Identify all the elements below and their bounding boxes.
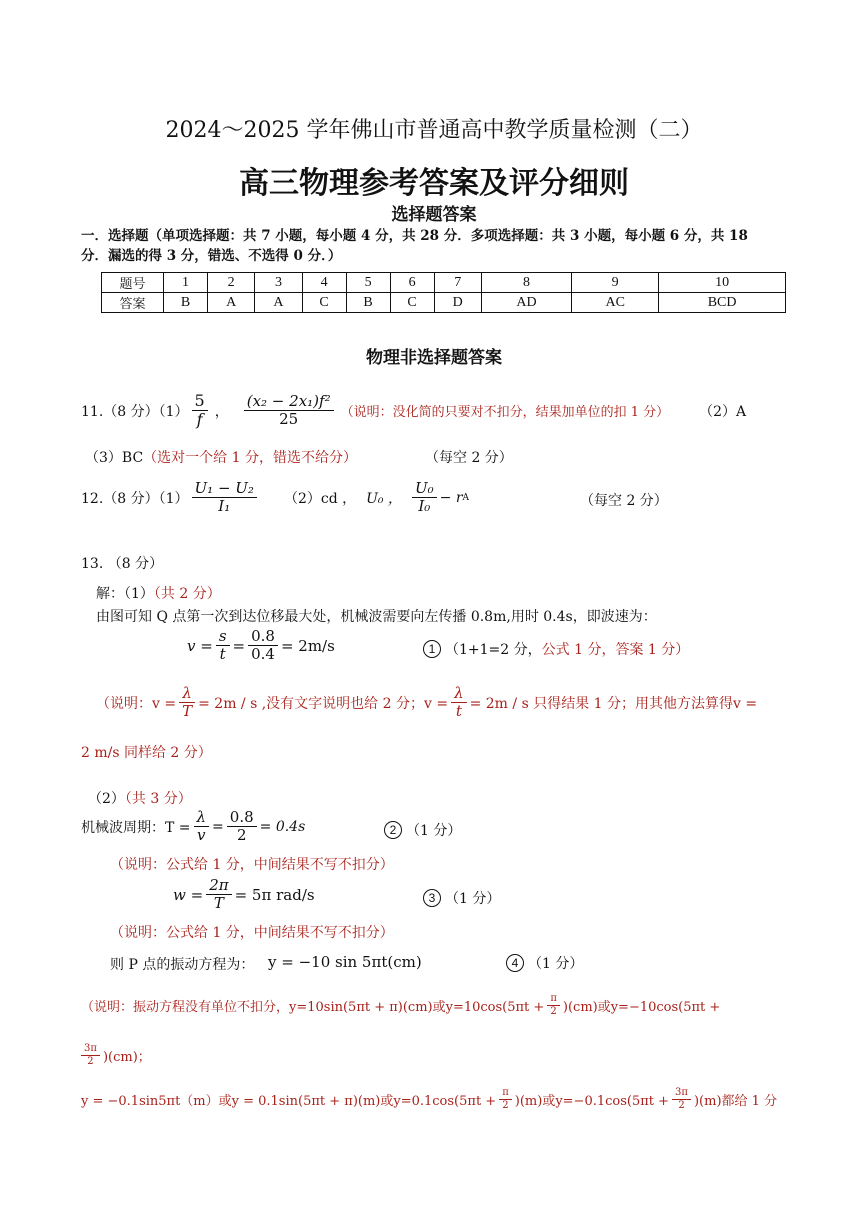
note5-part-a: y = −0.1sin5πt（m）或y = 0.1sin(5πt + π)(m)或y=0.1cos(5πt + [81,1093,497,1109]
q13-sol-label: 解：（1） [96,586,154,602]
q13-vib-label: 则 P 点的振动方程为： [110,957,255,973]
fraction-denominator: 2 [236,826,247,845]
q13-note4-cont [81,1043,151,1067]
omega-lhs: w = [173,885,204,904]
fraction-numerator: 3π [81,1043,100,1056]
q11-line2 [85,447,357,467]
q12-part2: （2）cd ， [283,490,357,507]
eq-equals: = [212,818,224,835]
period-result: = 0.4s [259,818,306,835]
q12-fraction-1 [192,480,257,516]
q11-fraction-1 [192,392,208,430]
period-label: 机械波周期：T = [81,819,191,836]
q13-note2: （说明：公式给 1 分，中间结果不写不扣分） [110,857,394,873]
eq1-fraction-2 [248,628,278,664]
mc-instructions-2: 分．漏选的得 3 分，错选、不选得 0 分．） [81,248,342,264]
fraction-denominator: f [196,410,203,430]
q13-note4 [81,993,720,1017]
note5-part-b: )(m)或y=−0.1cos(5πt + [514,1093,670,1109]
note4-part-c: )(cm)； [102,1049,151,1065]
table-cell: 8 [481,273,571,293]
table-cell: 3 [255,273,302,293]
fraction-denominator: I₀ [418,497,431,516]
table-cell: 1 [164,273,208,293]
note1-part-c: = 2m / s 只得结果 1 分；用其他方法算得v = [469,695,758,712]
fraction-denominator: t [219,645,226,664]
eq1-fraction-1 [216,628,230,664]
fraction-numerator: 0.8 [227,809,257,827]
fraction-numerator: U₀ [412,480,437,498]
part2-label: （2） [88,791,125,807]
note4-fraction-2 [81,1043,100,1067]
circled-number-2-icon: 2 [384,821,402,839]
page-title: 高三物理参考答案及评分细则 [239,166,629,201]
part2-pts: （共 3 分） [124,791,192,807]
fraction-denominator: 2 [550,1005,557,1017]
fraction-numerator: 2π [206,877,231,895]
note1-part-b: = 2m / s ,没有文字说明也给 2 分；v = [198,695,449,712]
answer-table [101,272,786,313]
mark2-points: （1 分） [406,823,462,839]
omega-fraction [206,877,231,913]
fraction-denominator: I₁ [218,497,231,516]
table-cell: B [346,293,390,313]
eq-equals: = [232,636,246,655]
fraction-numerator: π [547,993,560,1006]
note4-part-b: )(cm)或y=−10cos(5πt + [562,999,721,1015]
table-cell: 2 [207,273,254,293]
q13-sol-pts: （共 2 分） [153,586,221,602]
q13-mark4 [506,953,583,973]
fraction-numerator: π [499,1087,512,1100]
fraction-denominator: 0.4 [251,645,275,664]
fraction-denominator: T [213,894,224,913]
q12-label: 12.（8 分）（1） [81,490,189,507]
q13-note1-cont: 2 m/s 同样给 2 分） [81,745,212,761]
table-cell: C [390,293,434,313]
table-cell: AC [572,293,659,313]
q11-part3: （3）BC [85,450,144,466]
table-cell: C [302,293,346,313]
table-cell: 10 [659,273,786,293]
q13-sol [96,583,221,603]
table-cell: 7 [434,273,481,293]
separator: ， [214,403,229,420]
table-cell: BCD [659,293,786,313]
q13-note1 [96,685,757,721]
mark3-points: （1 分） [445,891,501,907]
fraction-numerator: 5 [192,392,208,411]
q12-fraction-2 [412,480,437,516]
table-row-answers [102,293,786,313]
q13-part2 [88,788,192,808]
note4-part-a: （说明：振动方程没有单位不扣分，y=10sin(5πt + π)(cm)或y=10cos(5πt + [81,999,545,1015]
fraction-numerator: 0.8 [248,628,278,646]
q13-period [81,809,305,845]
mc-instructions-1: 一．选择题（单项选择题：共 7 小题，每小题 4 分，共 28 分．多项选择题：共 3 小题，每小题 6 分，共 18 [81,228,748,244]
q11-each: （每空 2 分） [425,450,513,466]
q12-u0: U₀ ， [366,490,402,507]
mark4-points: （1 分） [528,956,584,972]
q13-note3: （说明：公式给 1 分，中间结果不写不扣分） [110,925,394,941]
omega-result: = 5π rad/s [234,885,315,904]
period-fraction-2 [227,809,257,845]
note4-fraction-1 [547,993,560,1017]
eq-lhs: v = [187,636,213,655]
table-header-cell: 题号 [102,273,164,293]
circled-number-3-icon: 3 [423,889,441,907]
table-header-cell: 答案 [102,293,164,313]
q13-omega [173,877,315,913]
table-cell: B [164,293,208,313]
q13-eq1 [187,628,335,664]
table-cell: 5 [346,273,390,293]
circled-number-4-icon: 4 [506,954,524,972]
fraction-denominator: t [455,702,462,721]
note5-fraction-2 [672,1087,691,1111]
q11-fraction-2 [244,393,334,429]
fraction-denominator: 2 [502,1099,509,1111]
q12-sub-a: A [462,492,470,503]
exam-title: 2024～2025 学年佛山市普通高中教学质量检测（二） [165,118,703,143]
q12-line [81,480,469,516]
q13-label: 13. （8 分） [81,556,164,572]
q13-mark3 [423,888,500,908]
fraction-numerator: U₁ − U₂ [192,480,257,498]
q12-minus-r: − r [439,489,463,506]
fraction-numerator: λ [179,685,195,703]
q11-note: （说明：没化简的只要对不扣分，结果加单位的扣 1 分） [340,405,670,421]
table-row-questions [102,273,786,293]
q11-label: 11.（8 分）（1） [81,403,189,420]
q13-mark1 [423,639,689,659]
table-cell: D [434,293,481,313]
fraction-denominator: v [197,826,206,845]
circled-number-1-icon: 1 [423,640,441,658]
note1-fraction-2 [451,685,467,721]
table-cell: 6 [390,273,434,293]
table-cell: A [207,293,254,313]
eq-result: = 2m/s [280,636,335,655]
note5-part-c: )(m)都给 1 分 [693,1093,778,1109]
q11-line1 [81,392,746,430]
fraction-denominator: 2 [678,1099,685,1111]
q12-each: （每空 2 分） [580,493,668,509]
fraction-numerator: (x₂ − 2x₁)f² [244,393,334,411]
fraction-denominator: 2 [87,1055,94,1067]
section-heading-mc: 选择题答案 [391,205,477,225]
fraction-numerator: λ [194,809,210,827]
fraction-numerator: 3π [672,1087,691,1100]
q13-text1: 由图可知 Q 点第一次到达位移最大处，机械波需要向左传播 0.8m,用时 0.4s，即波速为： [96,609,657,625]
q11-part2: （2）A [699,403,747,420]
q13-note5 [81,1087,777,1111]
table-cell: AD [481,293,571,313]
table-cell: A [255,293,302,313]
fraction-denominator: 25 [279,410,299,429]
fraction-numerator: s [216,628,230,646]
q11-part3-note: （选对一个给 1 分，错选不给分） [143,450,357,466]
period-fraction-1 [194,809,210,845]
section-heading-nonmc: 物理非选择题答案 [366,348,502,368]
q13-vib-eq: y = −10 sin 5πt(cm) [268,953,422,971]
table-cell: 9 [572,273,659,293]
note1-fraction-1 [179,685,195,721]
q13-mark2 [384,820,461,840]
fraction-numerator: λ [451,685,467,703]
note1-part-a: （说明：v = [96,695,177,712]
mark1-note: 公式 1 分，答案 1 分） [541,642,690,658]
fraction-denominator: T [182,702,193,721]
note5-fraction-1 [499,1087,512,1111]
table-cell: 4 [302,273,346,293]
mark1-points: （1+1=2 分， [445,642,542,658]
